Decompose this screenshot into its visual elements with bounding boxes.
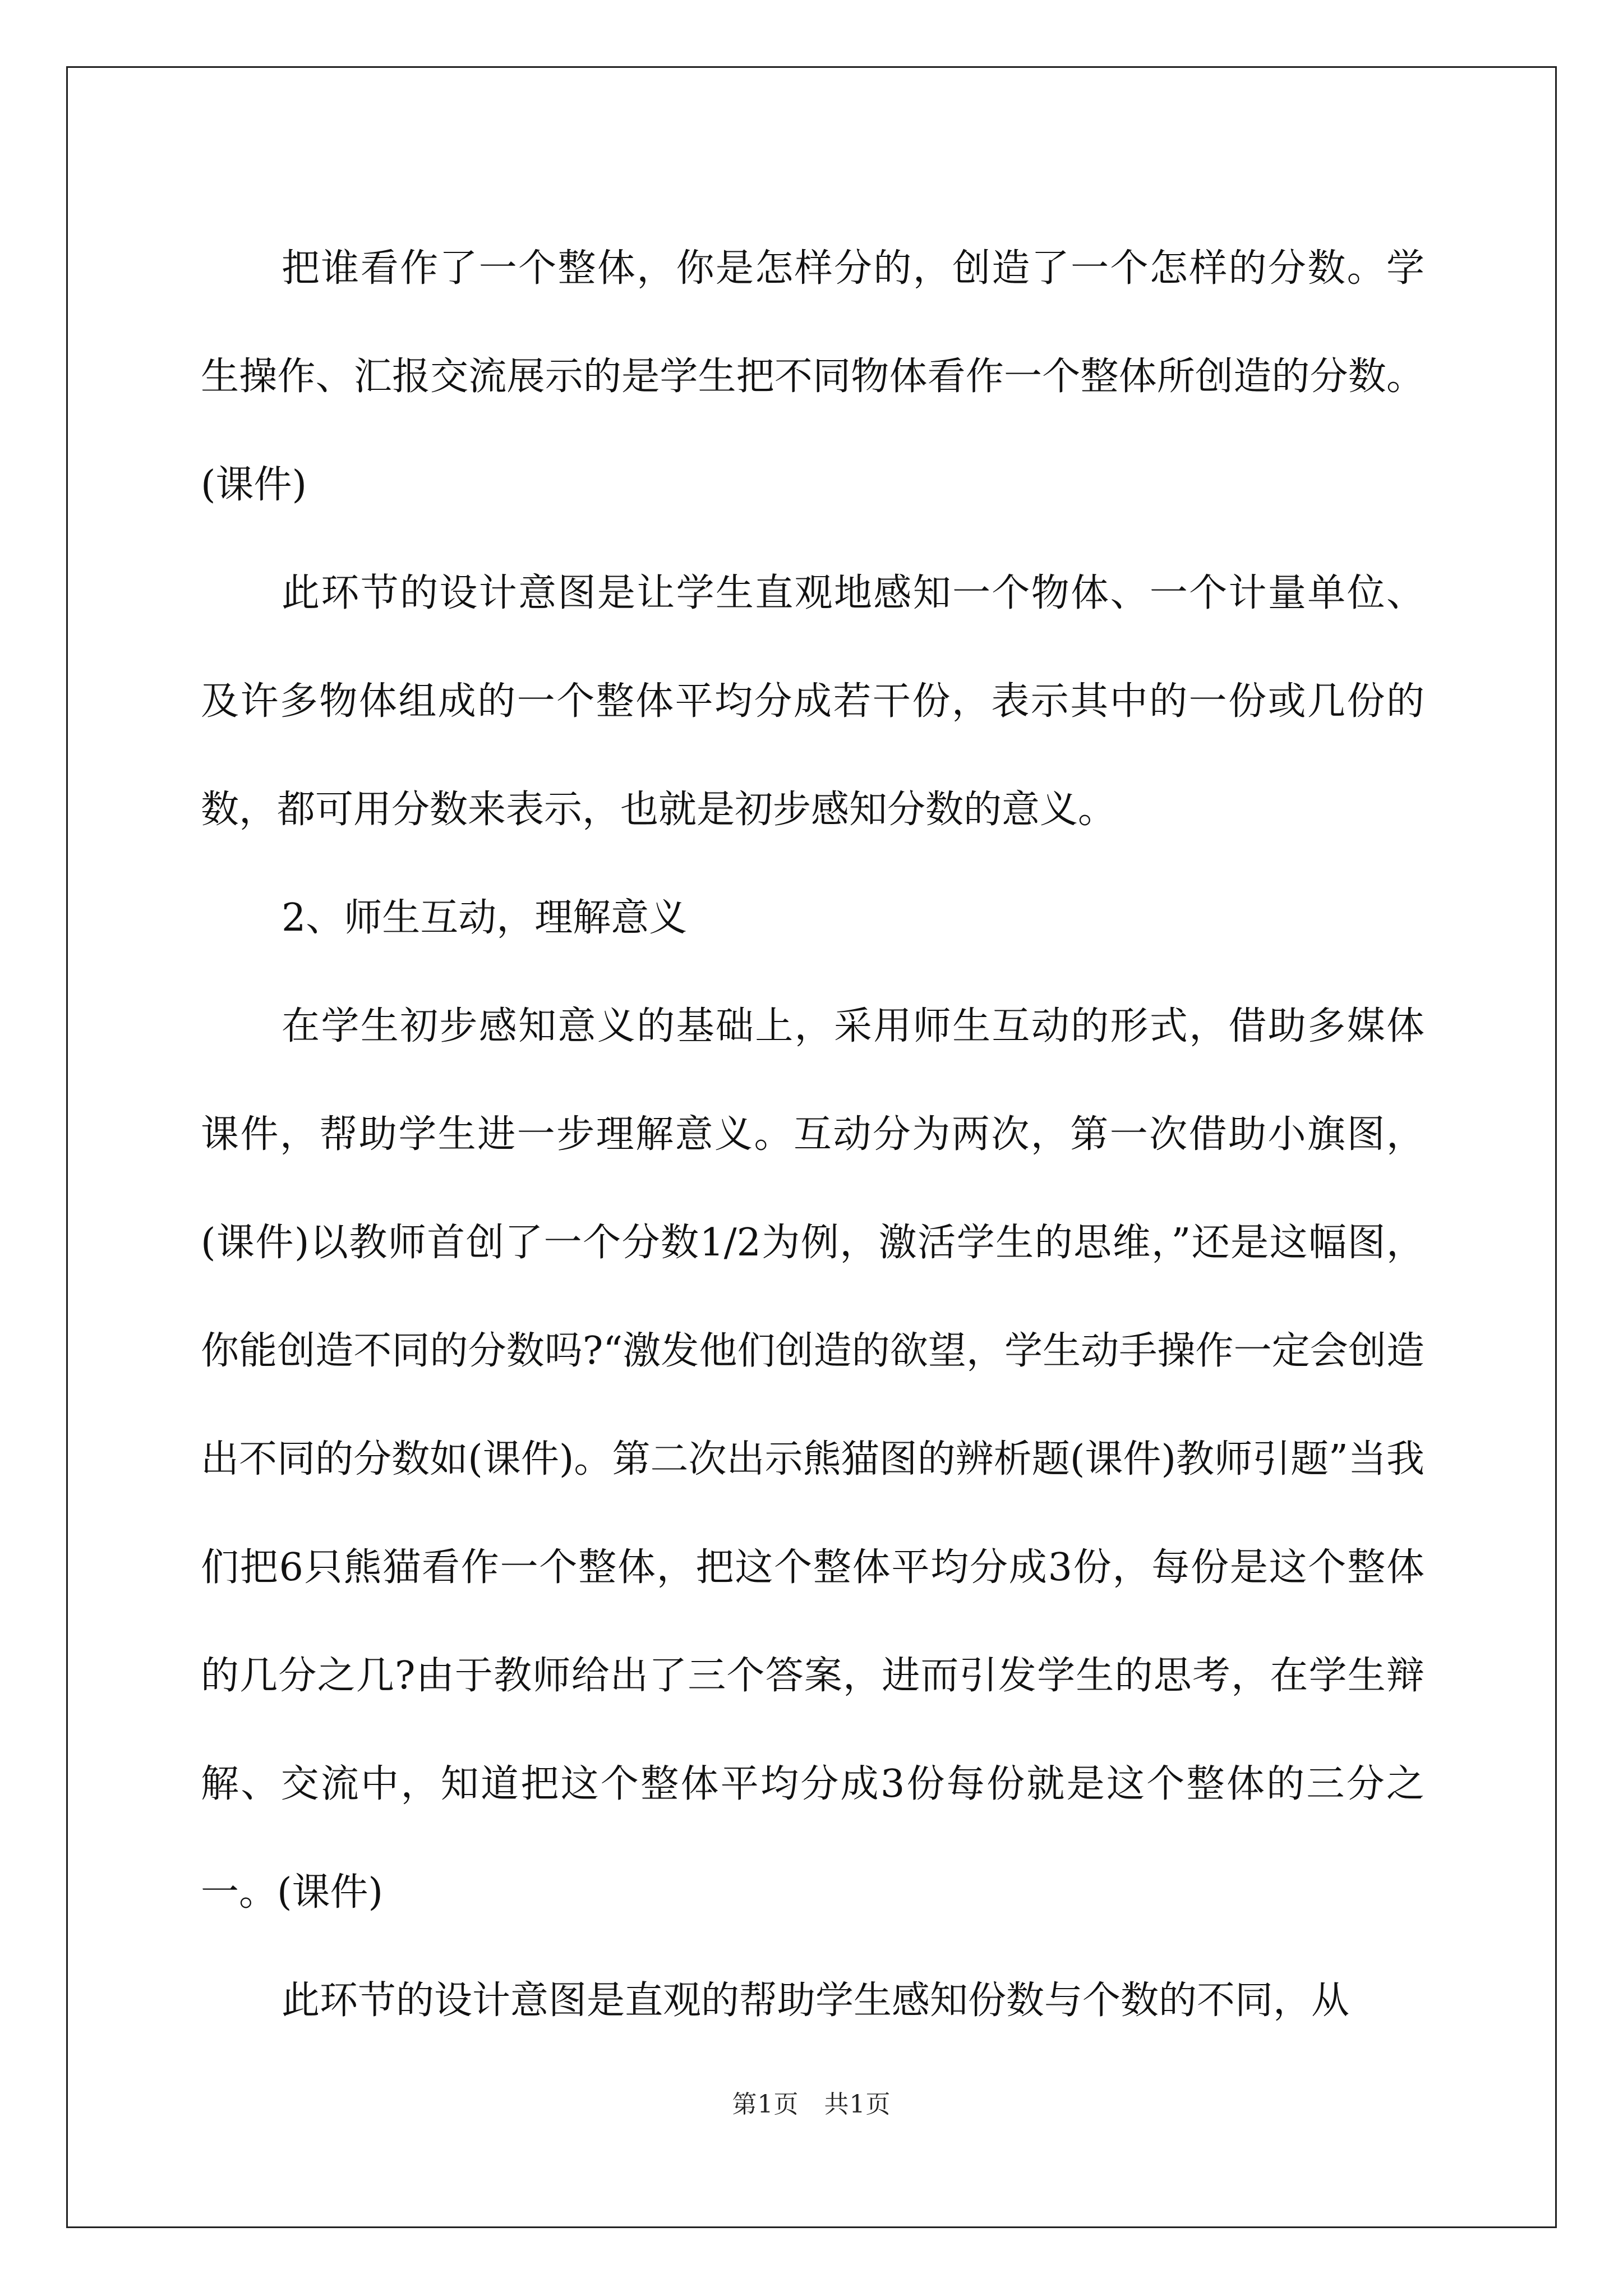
paragraph-1: 把谁看作了一个整体，你是怎样分的，创造了一个怎样的分数。学生操作、汇报交流展示的是学生把不同物体看作一个整体所创造的分数。(课件): [201, 246, 1424, 507]
section-heading: 2、师生互动，理解意义: [282, 896, 688, 940]
paragraph-4: 此环节的设计意图是直观的帮助学生感知份数与个数的不同，从: [282, 1978, 1350, 2023]
paragraph-3: 在学生初步感知意义的基础上，采用师生互动的形式，借助多媒体课件，帮助学生进一步理解意义。互动分为两次，第一次借助小旗图，(课件)以教师首创了一个分数1/2为例，激活学生的思维，”还是这幅图，你能创造不同的分数吗?“激发他们创造的欲望，学生动手操作一定会创造出不同的分数如(课件)。第二次出示熊猫图的辨析题(课件)教师引题”当我们把6只熊猫看作一个整体，把这个整体平均分成3份，每份是这个整体的几分之几?由于教师给出了三个答案，进而引发学生的思考，在学生辩解、交流中，知道把这个整体平均分成3份每份就是这个整体的三分之一。(课件): [201, 1004, 1424, 1915]
document-body: [201, 214, 1424, 2055]
paragraph-2: 此环节的设计意图是让学生直观地感知一个物体、一个计量单位、及许多物体组成的一个整体平均分成若干份，表示其中的一份或几份的数，都可用分数来表示，也就是初步感知分数的意义。: [201, 571, 1424, 832]
page-footer: 第1页 共1页: [732, 2090, 891, 2119]
